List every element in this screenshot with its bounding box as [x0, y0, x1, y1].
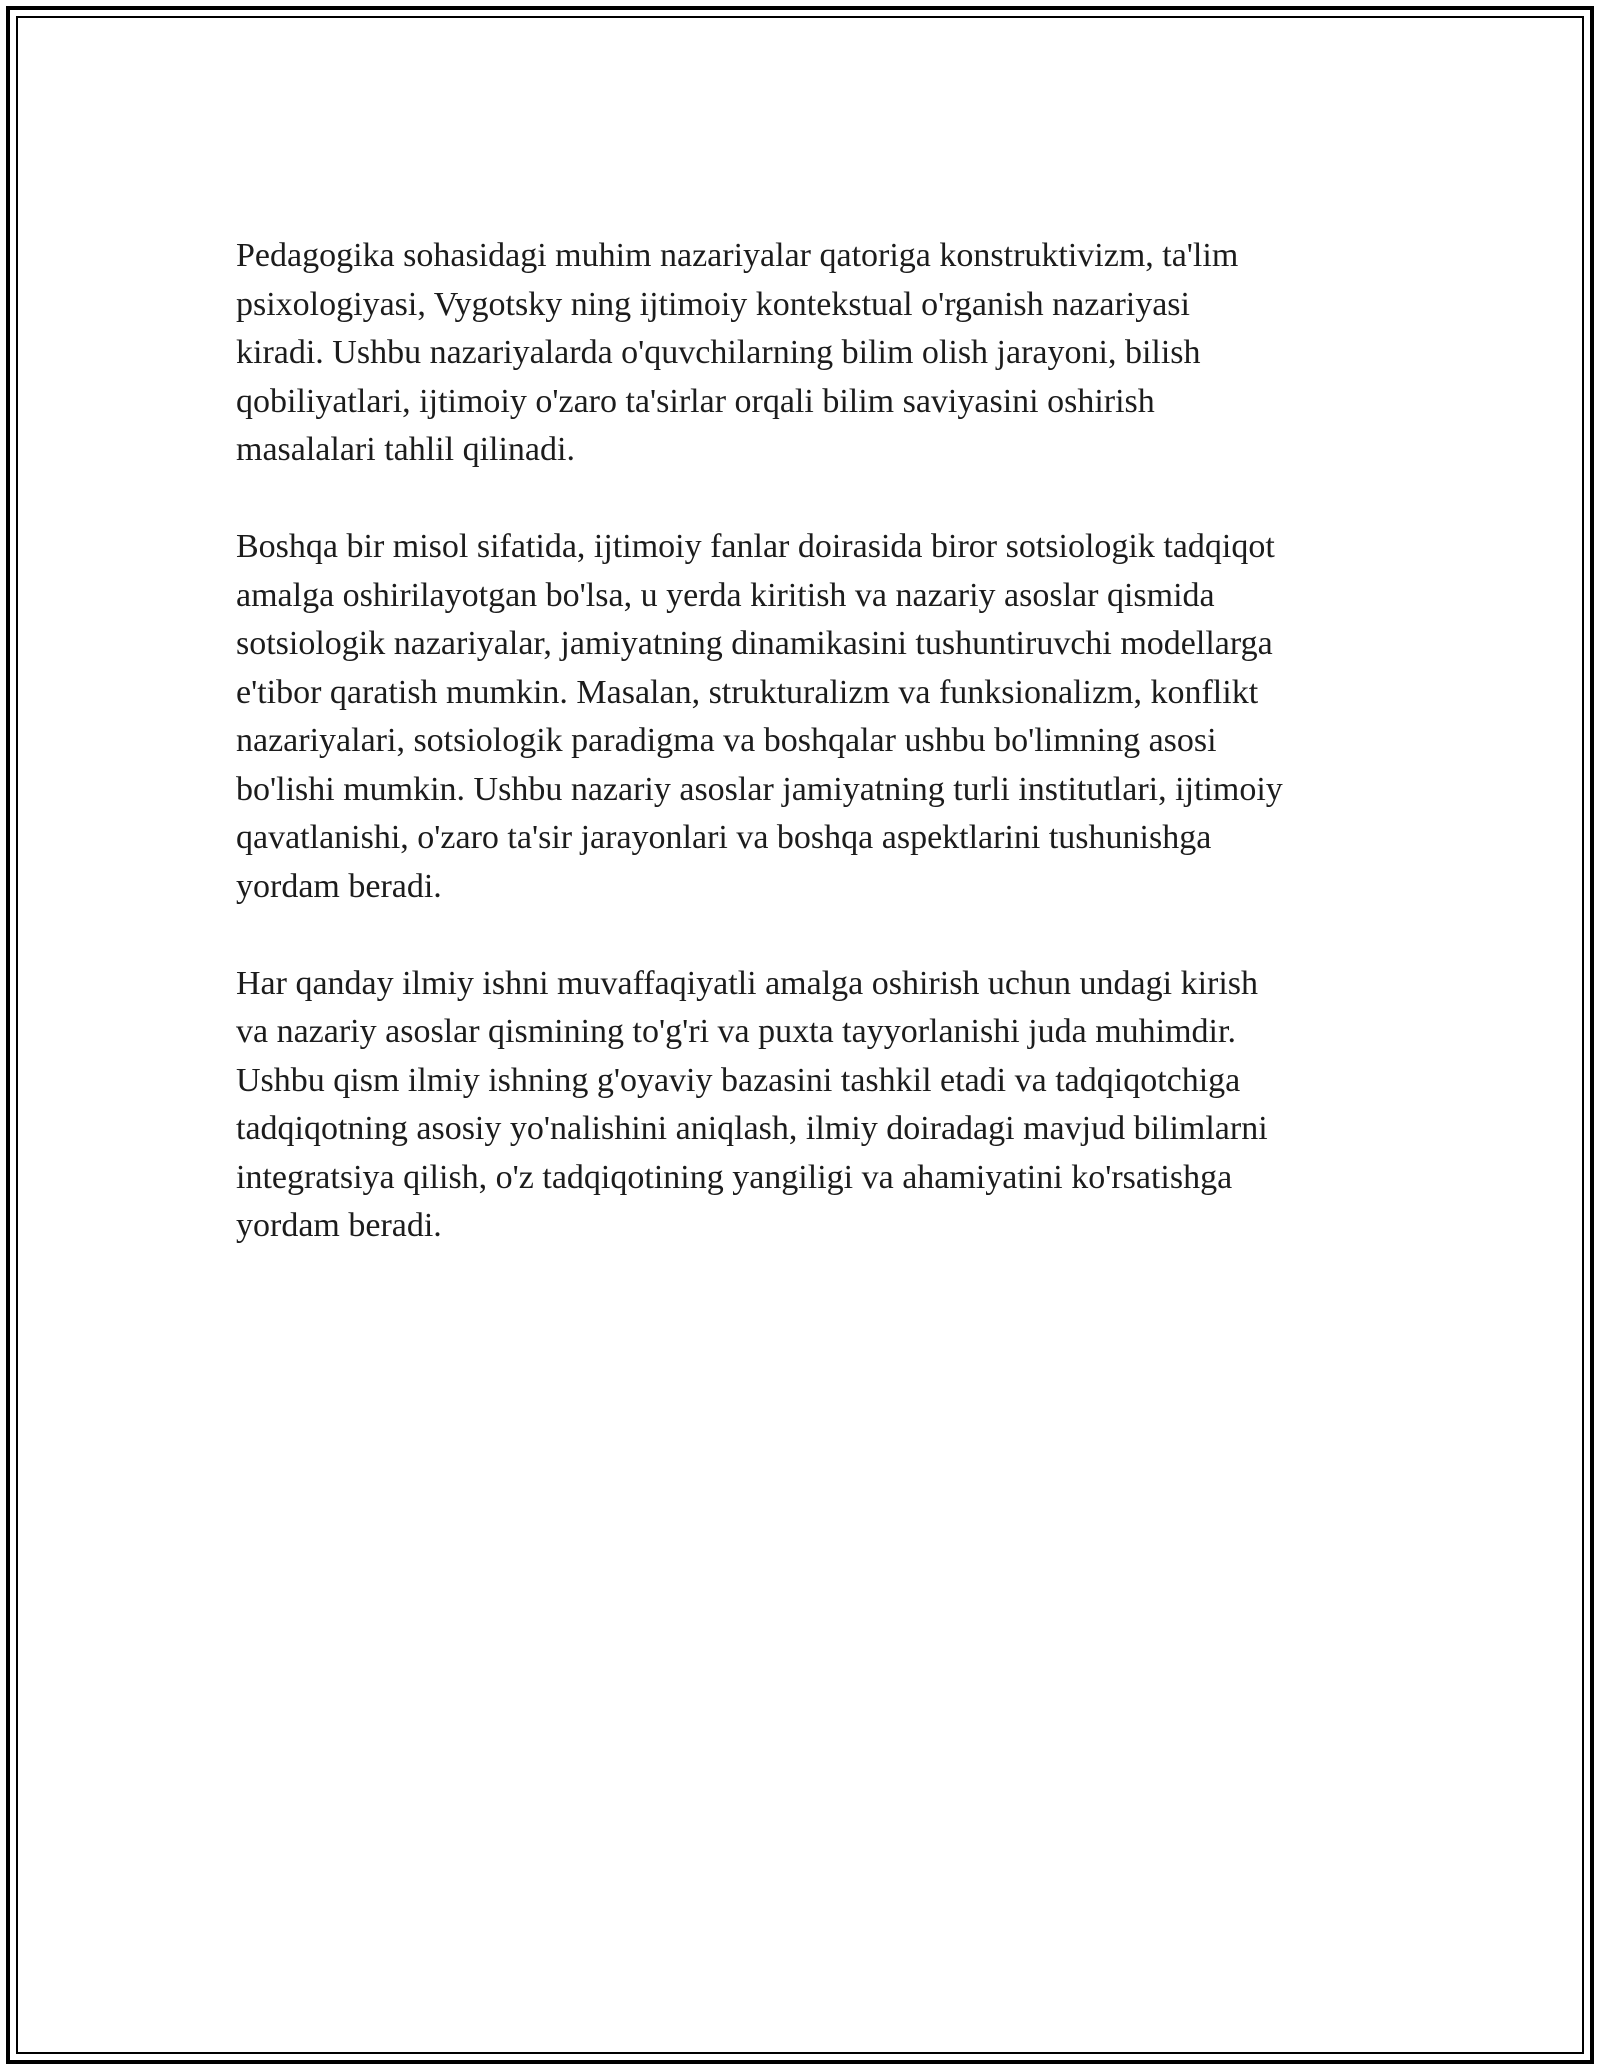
document-body [236, 232, 1376, 1299]
paragraph-3: Har qanday ilmiy ishni muvaffaqiyatli amalga oshirish uchun undagi kirish va nazariy asoslar qismining to'g'ri va puxta tayyorlanishi juda muhimdir. Ushbu qism ilmiy ishning g'oyaviy bazasini tashkil etadi va tadqiqotchiga tadqiqotning asosiy yo'nalishini aniqlash, ilmiy doiradagi mavjud bilimlarni integratsiya qilish, o'z tadqiqotining yangiligi va ahamiyatini ko'rsatishga yordam beradi. [236, 964, 1268, 1244]
paragraph-2: Boshqa bir misol sifatida, ijtimoiy fanlar doirasida biror sotsiologik tadqiqot amalga oshirilayotgan bo'lsa, u yerda kiritish va nazariy asoslar qismida sotsiologik nazariyalar, jamiyatning dinamikasini tushuntiruvchi modellarga e'tibor qaratish mumkin. Masalan, strukturalizm va funksionalizm, konflikt nazariyalari, sotsiologik paradigma va boshqalar ushbu bo'limning asosi bo'lishi mumkin. Ushbu nazariy asoslar jamiyatning turli institutlari, ijtimoiy qavatlanishi, o'zaro ta'sir jarayonlari va boshqa aspektlarini tushunishga yordam beradi. [236, 528, 1283, 905]
paragraph-1: Pedagogika sohasidagi muhim nazariyalar qatoriga konstruktivizm, ta'lim psixologiyasi, Vygotsky ning ijtimoiy kontekstual o'rganish nazariyasi kiradi. Ushbu nazariyalarda o'quvchilarning bilim olish jarayoni, bilish qobiliyatlari, ijtimoiy o'zaro ta'sirlar orqali bilim saviyasini oshirish masalalari tahlil qilinadi. [236, 237, 1239, 468]
